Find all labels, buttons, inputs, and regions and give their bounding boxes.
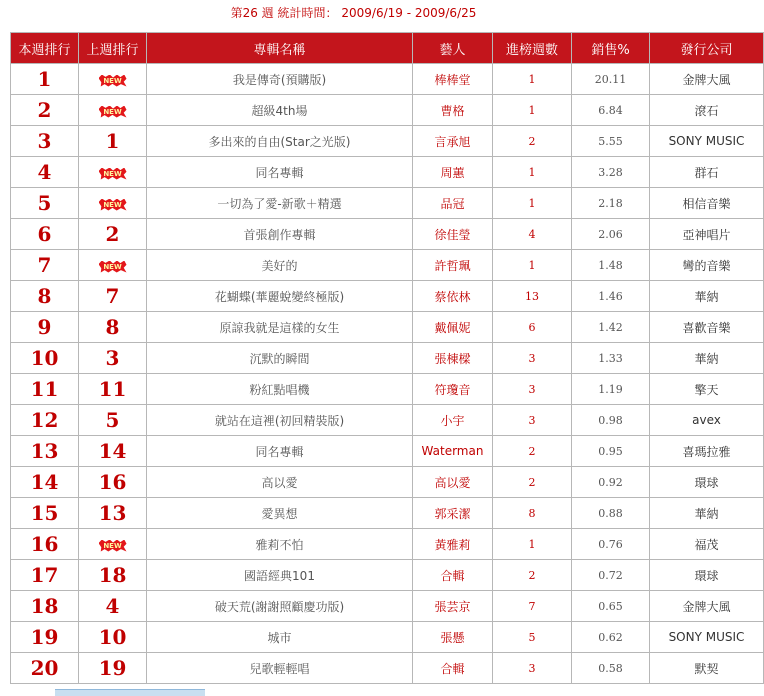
artist-cell: 合輯 [413, 653, 493, 684]
table-row [11, 529, 764, 560]
label-cell: SONY MUSIC [650, 622, 764, 653]
album-cell: 原諒我就是這樣的女生 [147, 312, 413, 343]
prev-rank-cell: 2 [79, 219, 147, 250]
rank-cell: 2 [11, 95, 79, 126]
album-cell: 我是傳奇(預購版) [147, 64, 413, 95]
sales-cell: 0.72 [572, 560, 650, 591]
sales-cell: 0.92 [572, 467, 650, 498]
label-cell: 華納 [650, 281, 764, 312]
sales-cell: 0.62 [572, 622, 650, 653]
artist-cell: 周蕙 [413, 157, 493, 188]
table-row [11, 250, 764, 281]
weeks-cell: 3 [493, 653, 572, 684]
table-row [11, 591, 764, 622]
artist-cell: 合輯 [413, 560, 493, 591]
album-cell: 沉默的瞬間 [147, 343, 413, 374]
weeks-cell: 6 [493, 312, 572, 343]
artist-cell: 張懸 [413, 622, 493, 653]
col-header-artist: 藝人 [413, 33, 493, 64]
artist-cell: 戴佩妮 [413, 312, 493, 343]
prev-rank-cell: 4 [79, 591, 147, 622]
rank-cell: 8 [11, 281, 79, 312]
rank-cell: 6 [11, 219, 79, 250]
artist-cell: 黃雅莉 [413, 529, 493, 560]
label-cell: 金牌大風 [650, 64, 764, 95]
new-entry-icon: NEW [99, 261, 127, 273]
weeks-cell: 1 [493, 250, 572, 281]
prev-rank-cell: 5 [79, 405, 147, 436]
label-cell: 喜歡音樂 [650, 312, 764, 343]
stat-label: 統計時間： [277, 6, 338, 20]
rank-cell: 12 [11, 405, 79, 436]
album-cell: 高以愛 [147, 467, 413, 498]
rank-cell: 7 [11, 250, 79, 281]
sales-cell: 0.58 [572, 653, 650, 684]
album-cell: 破天荒(謝謝照顧慶功版) [147, 591, 413, 622]
prev-rank-cell: 16 [79, 467, 147, 498]
artist-cell: 符瓊音 [413, 374, 493, 405]
new-entry-icon: NEW [99, 540, 127, 552]
chart-table [10, 32, 764, 684]
label-cell: 滾石 [650, 95, 764, 126]
album-cell: 同名專輯 [147, 436, 413, 467]
rank-cell: 1 [11, 64, 79, 95]
rank-cell: 19 [11, 622, 79, 653]
sales-cell: 0.95 [572, 436, 650, 467]
prev-rank-cell: 7 [79, 281, 147, 312]
album-cell: 美好的 [147, 250, 413, 281]
table-row [11, 157, 764, 188]
rank-cell: 15 [11, 498, 79, 529]
prev-rank-cell: 19 [79, 653, 147, 684]
album-cell: 花蝴蝶(華麗蛻變終極版) [147, 281, 413, 312]
weeks-cell: 1 [493, 95, 572, 126]
album-cell: 城市 [147, 622, 413, 653]
sales-cell: 1.42 [572, 312, 650, 343]
sales-cell: 1.48 [572, 250, 650, 281]
weeks-cell: 1 [493, 64, 572, 95]
prev-rank-cell: 10 [79, 622, 147, 653]
sales-cell: 0.88 [572, 498, 650, 529]
table-row [11, 219, 764, 250]
table-row [11, 312, 764, 343]
prev-rank-cell [79, 250, 147, 281]
new-entry-icon: NEW [99, 106, 127, 118]
label-cell: 相信音樂 [650, 188, 764, 219]
label-cell: 亞神唱片 [650, 219, 764, 250]
label-cell: 默契 [650, 653, 764, 684]
table-row [11, 374, 764, 405]
artist-cell: 許哲珮 [413, 250, 493, 281]
album-cell: 超級4th場 [147, 95, 413, 126]
weeks-cell: 4 [493, 219, 572, 250]
prev-rank-cell: 11 [79, 374, 147, 405]
weeks-cell: 7 [493, 591, 572, 622]
album-cell: 兒歌輕輕唱 [147, 653, 413, 684]
new-entry-icon: NEW [99, 75, 127, 87]
label-cell: 環球 [650, 560, 764, 591]
sales-cell: 0.98 [572, 405, 650, 436]
prev-rank-cell: 3 [79, 343, 147, 374]
artist-cell: 郭采潔 [413, 498, 493, 529]
artist-cell: 徐佳瑩 [413, 219, 493, 250]
col-header-album: 專輯名稱 [147, 33, 413, 64]
artist-cell: 高以愛 [413, 467, 493, 498]
album-cell: 愛異想 [147, 498, 413, 529]
new-entry-icon: NEW [99, 199, 127, 211]
artist-cell: 品冠 [413, 188, 493, 219]
table-body [11, 64, 764, 684]
col-header-prev-rank: 上週排行 [79, 33, 147, 64]
sales-cell: 3.28 [572, 157, 650, 188]
label-cell: 福茂 [650, 529, 764, 560]
table-row [11, 467, 764, 498]
table-row [11, 343, 764, 374]
table-row [11, 653, 764, 684]
weeks-cell: 8 [493, 498, 572, 529]
table-row [11, 64, 764, 95]
artist-cell: 蔡依林 [413, 281, 493, 312]
sales-cell: 0.65 [572, 591, 650, 622]
sales-cell: 2.06 [572, 219, 650, 250]
label-cell: 喜瑪拉雅 [650, 436, 764, 467]
label-cell: 華納 [650, 343, 764, 374]
table-row [11, 622, 764, 653]
prev-rank-cell [79, 95, 147, 126]
label-cell: 環球 [650, 467, 764, 498]
artist-cell: Waterman [413, 436, 493, 467]
rank-cell: 20 [11, 653, 79, 684]
table-row [11, 95, 764, 126]
label-cell: 群石 [650, 157, 764, 188]
artist-cell: 棒棒堂 [413, 64, 493, 95]
artist-cell: 曹格 [413, 95, 493, 126]
table-row [11, 281, 764, 312]
sales-cell: 1.33 [572, 343, 650, 374]
table-row [11, 498, 764, 529]
prev-rank-cell [79, 188, 147, 219]
table-row [11, 126, 764, 157]
weeks-cell: 2 [493, 436, 572, 467]
album-cell: 國語經典101 [147, 560, 413, 591]
album-cell: 粉紅點唱機 [147, 374, 413, 405]
album-cell: 多出來的自由(Star之光版) [147, 126, 413, 157]
horizontal-scrollbar[interactable] [55, 689, 205, 696]
weeks-cell: 2 [493, 126, 572, 157]
prev-rank-cell: 8 [79, 312, 147, 343]
prev-rank-cell: 13 [79, 498, 147, 529]
table-row [11, 436, 764, 467]
rank-cell: 5 [11, 188, 79, 219]
weeks-cell: 3 [493, 374, 572, 405]
label-cell: 擎天 [650, 374, 764, 405]
album-cell: 雅莉不怕 [147, 529, 413, 560]
album-cell: 一切為了愛-新歌＋精選 [147, 188, 413, 219]
weeks-cell: 1 [493, 188, 572, 219]
album-cell: 首張創作專輯 [147, 219, 413, 250]
col-header-rank: 本週排行 [11, 33, 79, 64]
artist-cell: 張芸京 [413, 591, 493, 622]
new-entry-icon: NEW [99, 168, 127, 180]
table-header-row [11, 33, 764, 64]
rank-cell: 10 [11, 343, 79, 374]
artist-cell: 言承旭 [413, 126, 493, 157]
rank-cell: 4 [11, 157, 79, 188]
label-cell: 彎的音樂 [650, 250, 764, 281]
weeks-cell: 5 [493, 622, 572, 653]
album-cell: 就站在這裡(初回精裝版) [147, 405, 413, 436]
rank-cell: 3 [11, 126, 79, 157]
label-cell: 華納 [650, 498, 764, 529]
label-cell: 金牌大風 [650, 591, 764, 622]
weeks-cell: 3 [493, 405, 572, 436]
sales-cell: 1.46 [572, 281, 650, 312]
artist-cell: 張棟樑 [413, 343, 493, 374]
rank-cell: 13 [11, 436, 79, 467]
prev-rank-cell: 14 [79, 436, 147, 467]
rank-cell: 9 [11, 312, 79, 343]
sales-cell: 6.84 [572, 95, 650, 126]
weeks-cell: 13 [493, 281, 572, 312]
weeks-cell: 1 [493, 529, 572, 560]
table-row [11, 560, 764, 591]
rank-cell: 17 [11, 560, 79, 591]
sales-cell: 5.55 [572, 126, 650, 157]
prev-rank-cell [79, 529, 147, 560]
table-row [11, 188, 764, 219]
rank-cell: 16 [11, 529, 79, 560]
chart-header [0, 0, 707, 32]
weeks-cell: 3 [493, 343, 572, 374]
weeks-cell: 1 [493, 157, 572, 188]
prev-rank-cell [79, 157, 147, 188]
table-row [11, 405, 764, 436]
col-header-label: 發行公司 [650, 33, 764, 64]
sales-cell: 1.19 [572, 374, 650, 405]
artist-cell: 小宇 [413, 405, 493, 436]
prev-rank-cell [79, 64, 147, 95]
album-cell: 同名專輯 [147, 157, 413, 188]
sales-cell: 2.18 [572, 188, 650, 219]
date-range: 2009/6/19 - 2009/6/25 [341, 6, 477, 20]
prev-rank-cell: 1 [79, 126, 147, 157]
weeks-cell: 2 [493, 467, 572, 498]
col-header-sales: 銷售% [572, 33, 650, 64]
label-cell: SONY MUSIC [650, 126, 764, 157]
label-cell: avex [650, 405, 764, 436]
prev-rank-cell: 18 [79, 560, 147, 591]
col-header-weeks: 進榜週數 [493, 33, 572, 64]
rank-cell: 14 [11, 467, 79, 498]
sales-cell: 0.76 [572, 529, 650, 560]
rank-cell: 11 [11, 374, 79, 405]
weeks-cell: 2 [493, 560, 572, 591]
week-label: 第26 週 [230, 6, 274, 20]
rank-cell: 18 [11, 591, 79, 622]
sales-cell: 20.11 [572, 64, 650, 95]
